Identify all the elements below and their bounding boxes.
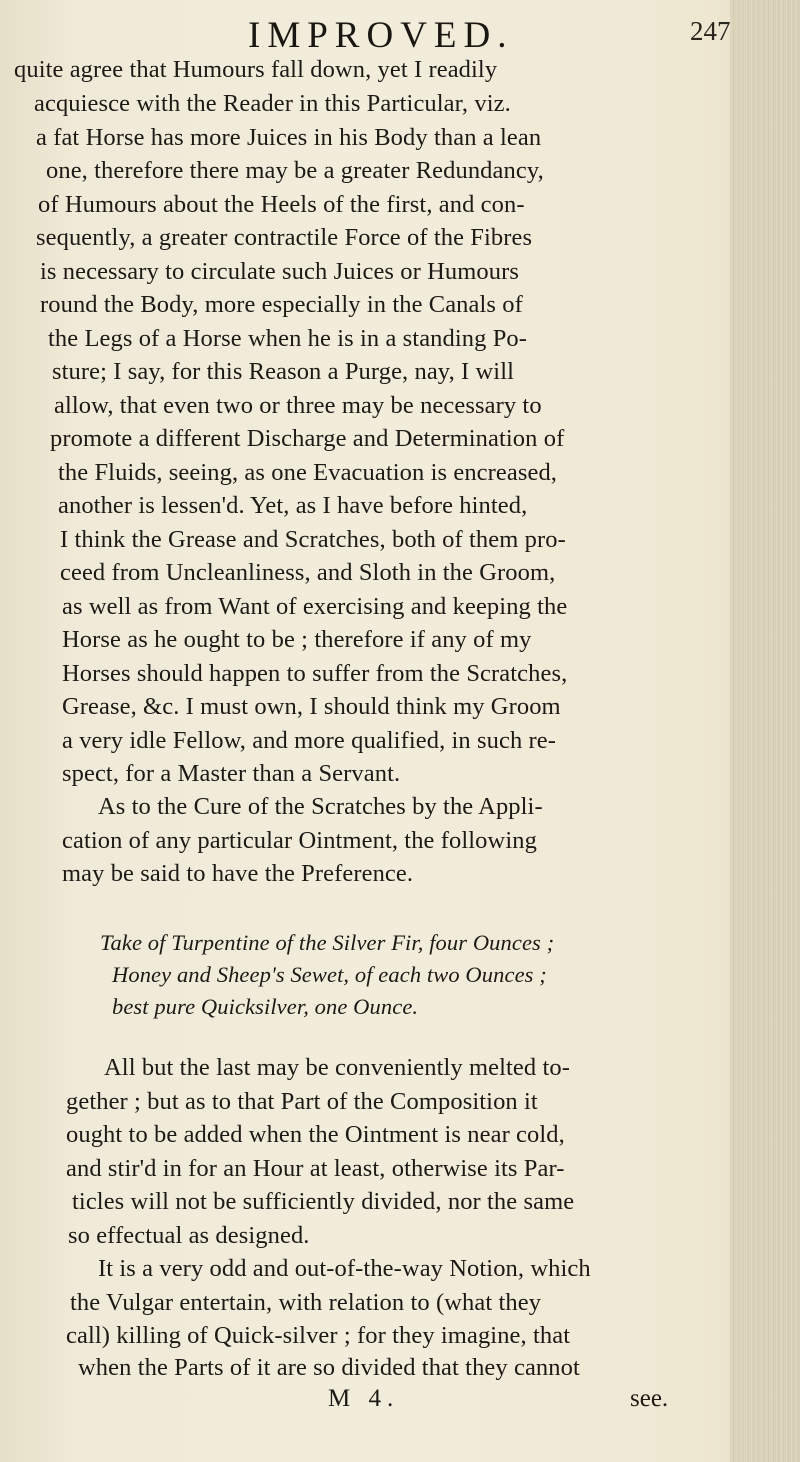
text-line: round the Body, more especially in the Canals of [40, 291, 523, 318]
text-line: ticles will not be sufficiently divided, nor the same [72, 1188, 575, 1215]
recipe-line: best pure Quicksilver, one Ounce. [112, 994, 419, 1019]
text-line: a fat Horse has more Juices in his Body than a lean [36, 124, 542, 151]
text-line: acquiesce with the Reader in this Particular, viz. [34, 90, 511, 117]
text-line: All but the last may be conveniently melted to- [104, 1054, 571, 1081]
text-line: Grease, &c. I must own, I should think my Groom [62, 693, 561, 720]
text-line: may be said to have the Preference. [62, 860, 414, 887]
recipe-line: Honey and Sheep's Sewet, of each two Ounces ; [112, 962, 547, 987]
running-head: IMPROVED. [248, 15, 514, 56]
text-line: a very idle Fellow, and more qualified, in such re- [62, 727, 557, 754]
text-line: Horses should happen to suffer from the Scratches, [62, 660, 568, 687]
text-line: so effectual as designed. [68, 1222, 310, 1249]
text-line: the Vulgar entertain, with relation to (what they [70, 1289, 542, 1316]
text-line: quite agree that Humours fall down, yet I readily [14, 56, 498, 83]
text-line: promote a different Discharge and Determination of [50, 425, 565, 452]
text-line: call) killing of Quick-silver ; for they imagine, that [66, 1322, 571, 1349]
page-edge [730, 0, 800, 1462]
text-line: spect, for a Master than a Servant. [62, 760, 401, 787]
text-line: another is lessen'd. Yet, as I have before hinted, [58, 492, 528, 519]
text-line: the Legs of a Horse when he is in a standing Po- [48, 325, 528, 352]
page-number: 247 [690, 16, 731, 46]
text-line: It is a very odd and out-of-the-way Notion, which [98, 1255, 591, 1282]
text-line: of Humours about the Heels of the first, and con- [38, 191, 525, 218]
text-line: ought to be added when the Ointment is near cold, [66, 1121, 565, 1148]
text-line: allow, that even two or three may be necessary to [54, 392, 542, 419]
recipe-line: Take of Turpentine of the Silver Fir, four Ounces ; [100, 930, 555, 955]
text-line: one, therefore there may be a greater Redundancy, [46, 157, 544, 184]
catchword: see. [630, 1385, 669, 1412]
text-line: is necessary to circulate such Juices or Humours [40, 258, 520, 285]
signature-mark: M 4. [328, 1385, 400, 1412]
text-line: sequently, a greater contractile Force of the Fibres [36, 224, 533, 251]
text-line: cation of any particular Ointment, the following [62, 827, 537, 854]
text-line: As to the Cure of the Scratches by the Appli- [98, 793, 543, 820]
text-line: as well as from Want of exercising and keeping the [62, 593, 568, 620]
text-line: ceed from Uncleanliness, and Sloth in the Groom, [60, 559, 556, 586]
text-line: and stir'd in for an Hour at least, otherwise its Par- [66, 1155, 565, 1182]
text-line: gether ; but as to that Part of the Composition it [66, 1088, 538, 1115]
text-line: sture; I say, for this Reason a Purge, nay, I will [52, 358, 515, 385]
text-line: the Fluids, seeing, as one Evacuation is encreased, [58, 459, 558, 486]
text-line: Horse as he ought to be ; therefore if any of my [62, 626, 532, 653]
text-line: when the Parts of it are so divided that they cannot [78, 1354, 580, 1381]
text-line: I think the Grease and Scratches, both of them pro- [60, 526, 566, 553]
